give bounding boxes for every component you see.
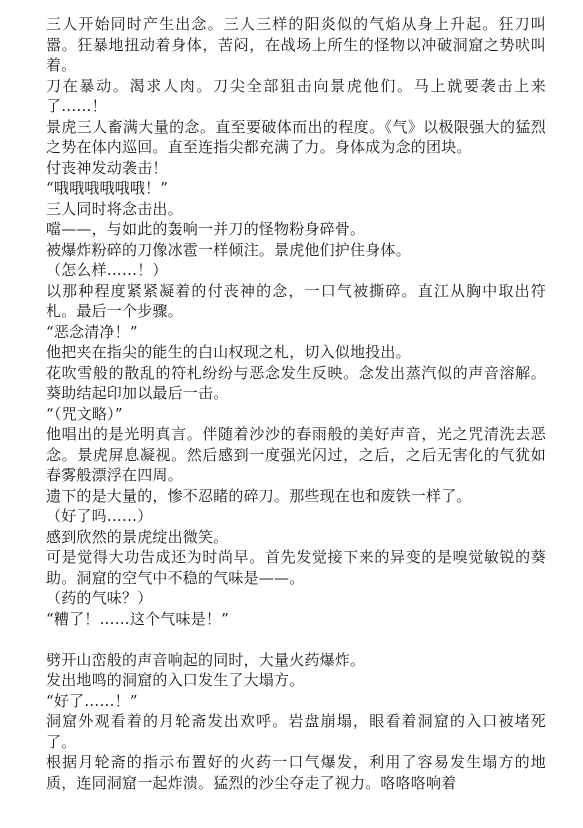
paragraph: 他把夹在指尖的能生的白山权现之札，切入似地投出。 [46,343,411,361]
paragraph: 付丧神发动袭击！ [46,158,168,177]
paragraph: 根据月轮斋的指示布置好的火药一口气爆发，利用了容易发生塌方的地质，连同洞窟一起炸溃。猛烈的沙尘夺走了视力。咯咯咯响着 [46,753,546,792]
dialogue-line: “恶念清净！” [46,322,138,341]
paragraph: 发出地鸣的洞窟的入口发生了大塌方。 [46,671,305,689]
dialogue-line: “好了……！” [46,691,138,710]
paragraph: 刀在暴动。渴求人肉。刀尖全部狙击向景虎他们。马上就要袭击上来了……！ [46,76,546,115]
paragraph: 三人开始同时产生出念。三人三样的阳炎似的气焰从身上升起。狂刀叫嚣。狂暴地扭动着身体，苦闷，在战场上所生的怪物以冲破洞窟之势吠叫着。 [46,15,546,74]
paragraph: 花吹雪般的散乱的符札纷纷与恶念发生反映。念发出蒸汽似的声音溶解。葵助结起印加以最后一击。 [46,363,546,402]
paragraph: 感到欣然的景虎绽出微笑。 [46,527,229,546]
paragraph: 洞窟外观看着的月轮斋发出欢呼。岩盘崩塌，眼看着洞窟的入口被堵死了。 [46,712,546,751]
paragraph: 可是觉得大功告成还为时尚早。首先发觉接下来的异变的是嗅觉敏锐的葵助。洞窟的空气中不稳的气味是——。 [46,548,546,587]
paragraph: 遗下的是大量的，惨不忍睹的碎刀。那些现在也和废铁一样了。 [46,486,472,505]
paragraph: 他唱出的是光明真言。伴随着沙沙的春雨般的美好声音，光之咒清洗去恶念。景虎屏息凝视。然后感到一度强光闪过，之后，之后无害化的气犹如春雾般漂浮在四周。 [46,425,546,484]
dialogue-line: “哦哦哦哦哦哦！” [46,179,169,197]
paragraph: 三人同时将念击出。 [46,199,183,218]
paragraph: 以那种程度紧紧凝着的付丧神的念，一口气被撕碎。直江从胸中取出符札。最后一个步骤。 [46,281,546,320]
paragraph: 景虎三人畜满大量的念。直至要破体而出的程度。《气》以极限强大的猛烈之势在体内巡回。直至连指尖都充满了力。身体成为念的团块。 [46,117,546,156]
inner-thought: （好了吗……） [46,507,153,525]
paragraph: 被爆炸粉碎的刀像冰雹一样倾注。景虎他们护住身体。 [46,240,411,259]
inner-thought: （药的气味？） [46,589,153,607]
paragraph: 劈开山峦般的声音响起的同时，大量火药爆炸。 [46,650,366,669]
dialogue-line: “（咒文略）” [46,404,123,423]
section-break [46,629,546,650]
paragraph: 噹——，与如此的轰响一并刀的怪物粉身碎骨。 [46,220,366,238]
document-body [46,14,546,793]
inner-thought: （怎么样……！） [46,261,168,279]
dialogue-line: “糟了！……这个气味是！” [46,609,229,628]
